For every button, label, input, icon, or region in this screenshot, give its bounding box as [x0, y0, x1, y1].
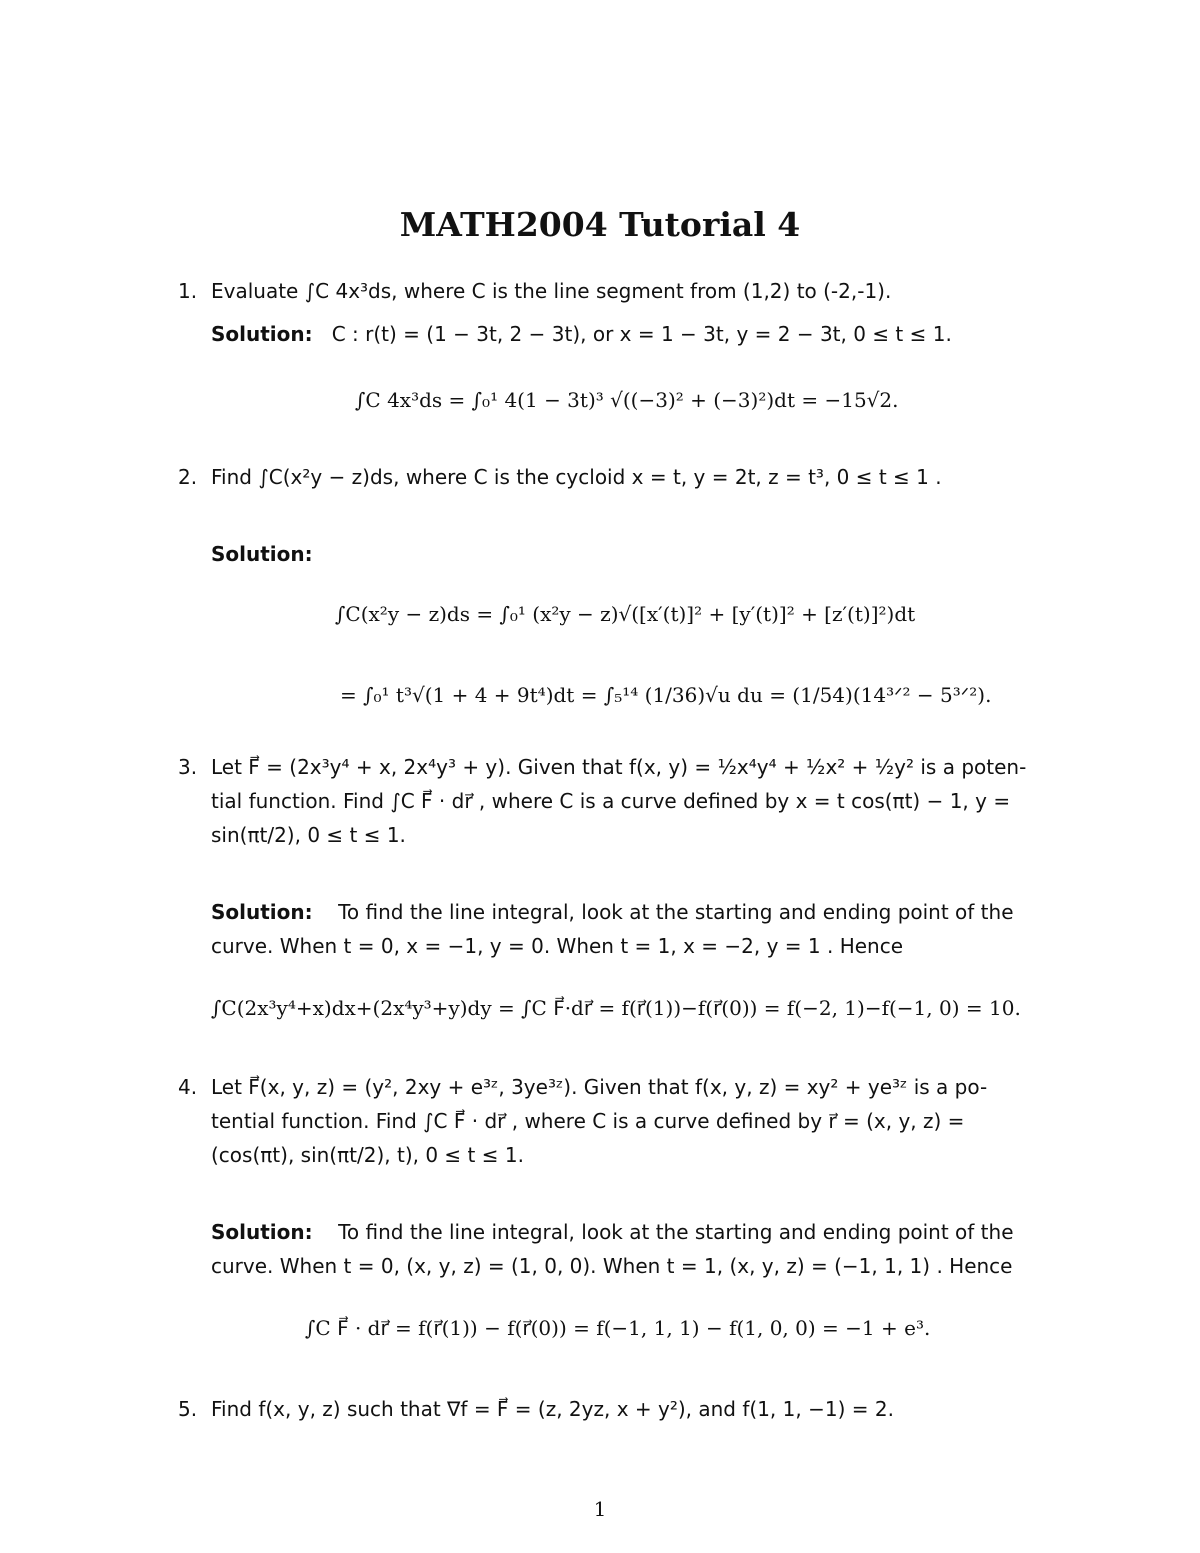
solution-label: Solution: — [211, 1220, 313, 1244]
problem-4-statement-line-1: Let F⃗(x, y, z) = (y², 2xy + e³ᶻ, 3ye³ᶻ). Given that f(x, y, z) = xy² + ye³ᶻ is a po- — [211, 1075, 988, 1099]
problem-1-number: 1. — [178, 279, 198, 303]
solution-text: To find the line integral, look at the starting and ending point of the — [338, 1220, 1014, 1244]
problem-4-statement-line-3: (cos(πt), sin(πt/2), t), 0 ≤ t ≤ 1. — [211, 1143, 524, 1167]
problem-3-statement-line-2: tial function. Find ∫C F⃗ · dr⃗ , where C is a curve defined by x = t cos(πt) − 1, y = — [211, 789, 1011, 813]
problem-4-solution-line-1 — [211, 1218, 1014, 1246]
problem-3-statement-line-1: Let F⃗ = (2x³y⁴ + x, 2x⁴y³ + y). Given that f(x, y) = ½x⁴y⁴ + ½x² + ½y² is a poten- — [211, 755, 1027, 779]
problem-4-solution-line-2: curve. When t = 0, (x, y, z) = (1, 0, 0). When t = 1, (x, y, z) = (−1, 1, 1) . Hence — [211, 1254, 1013, 1278]
solution-text: To find the line integral, look at the starting and ending point of the — [338, 900, 1014, 924]
problem-3-statement-line-3: sin(πt/2), 0 ≤ t ≤ 1. — [211, 823, 406, 847]
problem-1-solution — [211, 320, 952, 348]
problem-2-display-equation-2: = ∫₀¹ t³√(1 + 4 + 9t⁴)dt = ∫₅¹⁴ (1/36)√u du = (1/54)(14³ᐟ² − 5³ᐟ²). — [340, 683, 992, 707]
problem-5-statement: Find f(x, y, z) such that ∇f = F⃗ = (z, 2yz, x + y²), and f(1, 1, −1) = 2. — [211, 1397, 894, 1421]
problem-4-display-equation: ∫C F⃗ · dr⃗ = f(r⃗(1)) − f(r⃗(0)) = f(−1, 1, 1) − f(1, 0, 0) = −1 + e³. — [305, 1316, 931, 1340]
problem-3-number: 3. — [178, 755, 198, 779]
problem-3-display-equation: ∫C(2x³y⁴+x)dx+(2x⁴y³+y)dy = ∫C F⃗·dr⃗ = f(r⃗(1))−f(r⃗(0)) = f(−2, 1)−f(−1, 0) = 10. — [211, 996, 1021, 1020]
problem-4-number: 4. — [178, 1075, 198, 1099]
problem-2-solution-label: Solution: — [211, 542, 313, 566]
problem-2-display-equation-1: ∫C(x²y − z)ds = ∫₀¹ (x²y − z)√([x′(t)]² + [y′(t)]² + [z′(t)]²)dt — [335, 602, 916, 626]
problem-1-display-equation: ∫C 4x³ds = ∫₀¹ 4(1 − 3t)³ √((−3)² + (−3)²)dt = −15√2. — [355, 388, 899, 412]
problem-4-statement-line-2: tential function. Find ∫C F⃗ · dr⃗ , where C is a curve defined by r⃗ = (x, y, z) = — [211, 1109, 965, 1133]
problem-1-statement: Evaluate ∫C 4x³ds, where C is the line segment from (1,2) to (-2,-1). — [211, 279, 892, 303]
problem-5-number: 5. — [178, 1397, 198, 1421]
problem-2-number: 2. — [178, 465, 198, 489]
problem-3-solution-line-1 — [211, 898, 1014, 926]
solution-label: Solution: — [211, 900, 313, 924]
problem-3-solution-line-2: curve. When t = 0, x = −1, y = 0. When t = 1, x = −2, y = 1 . Hence — [211, 934, 904, 958]
solution-line: C : r(t) = (1 − 3t, 2 − 3t), or x = 1 − 3t, y = 2 − 3t, 0 ≤ t ≤ 1. — [331, 322, 952, 346]
page-title: MATH2004 Tutorial 4 — [399, 205, 801, 244]
solution-label: Solution: — [211, 322, 313, 346]
problem-2-statement: Find ∫C(x²y − z)ds, where C is the cycloid x = t, y = 2t, z = t³, 0 ≤ t ≤ 1 . — [211, 465, 942, 489]
page-number: 1 — [593, 1497, 607, 1521]
